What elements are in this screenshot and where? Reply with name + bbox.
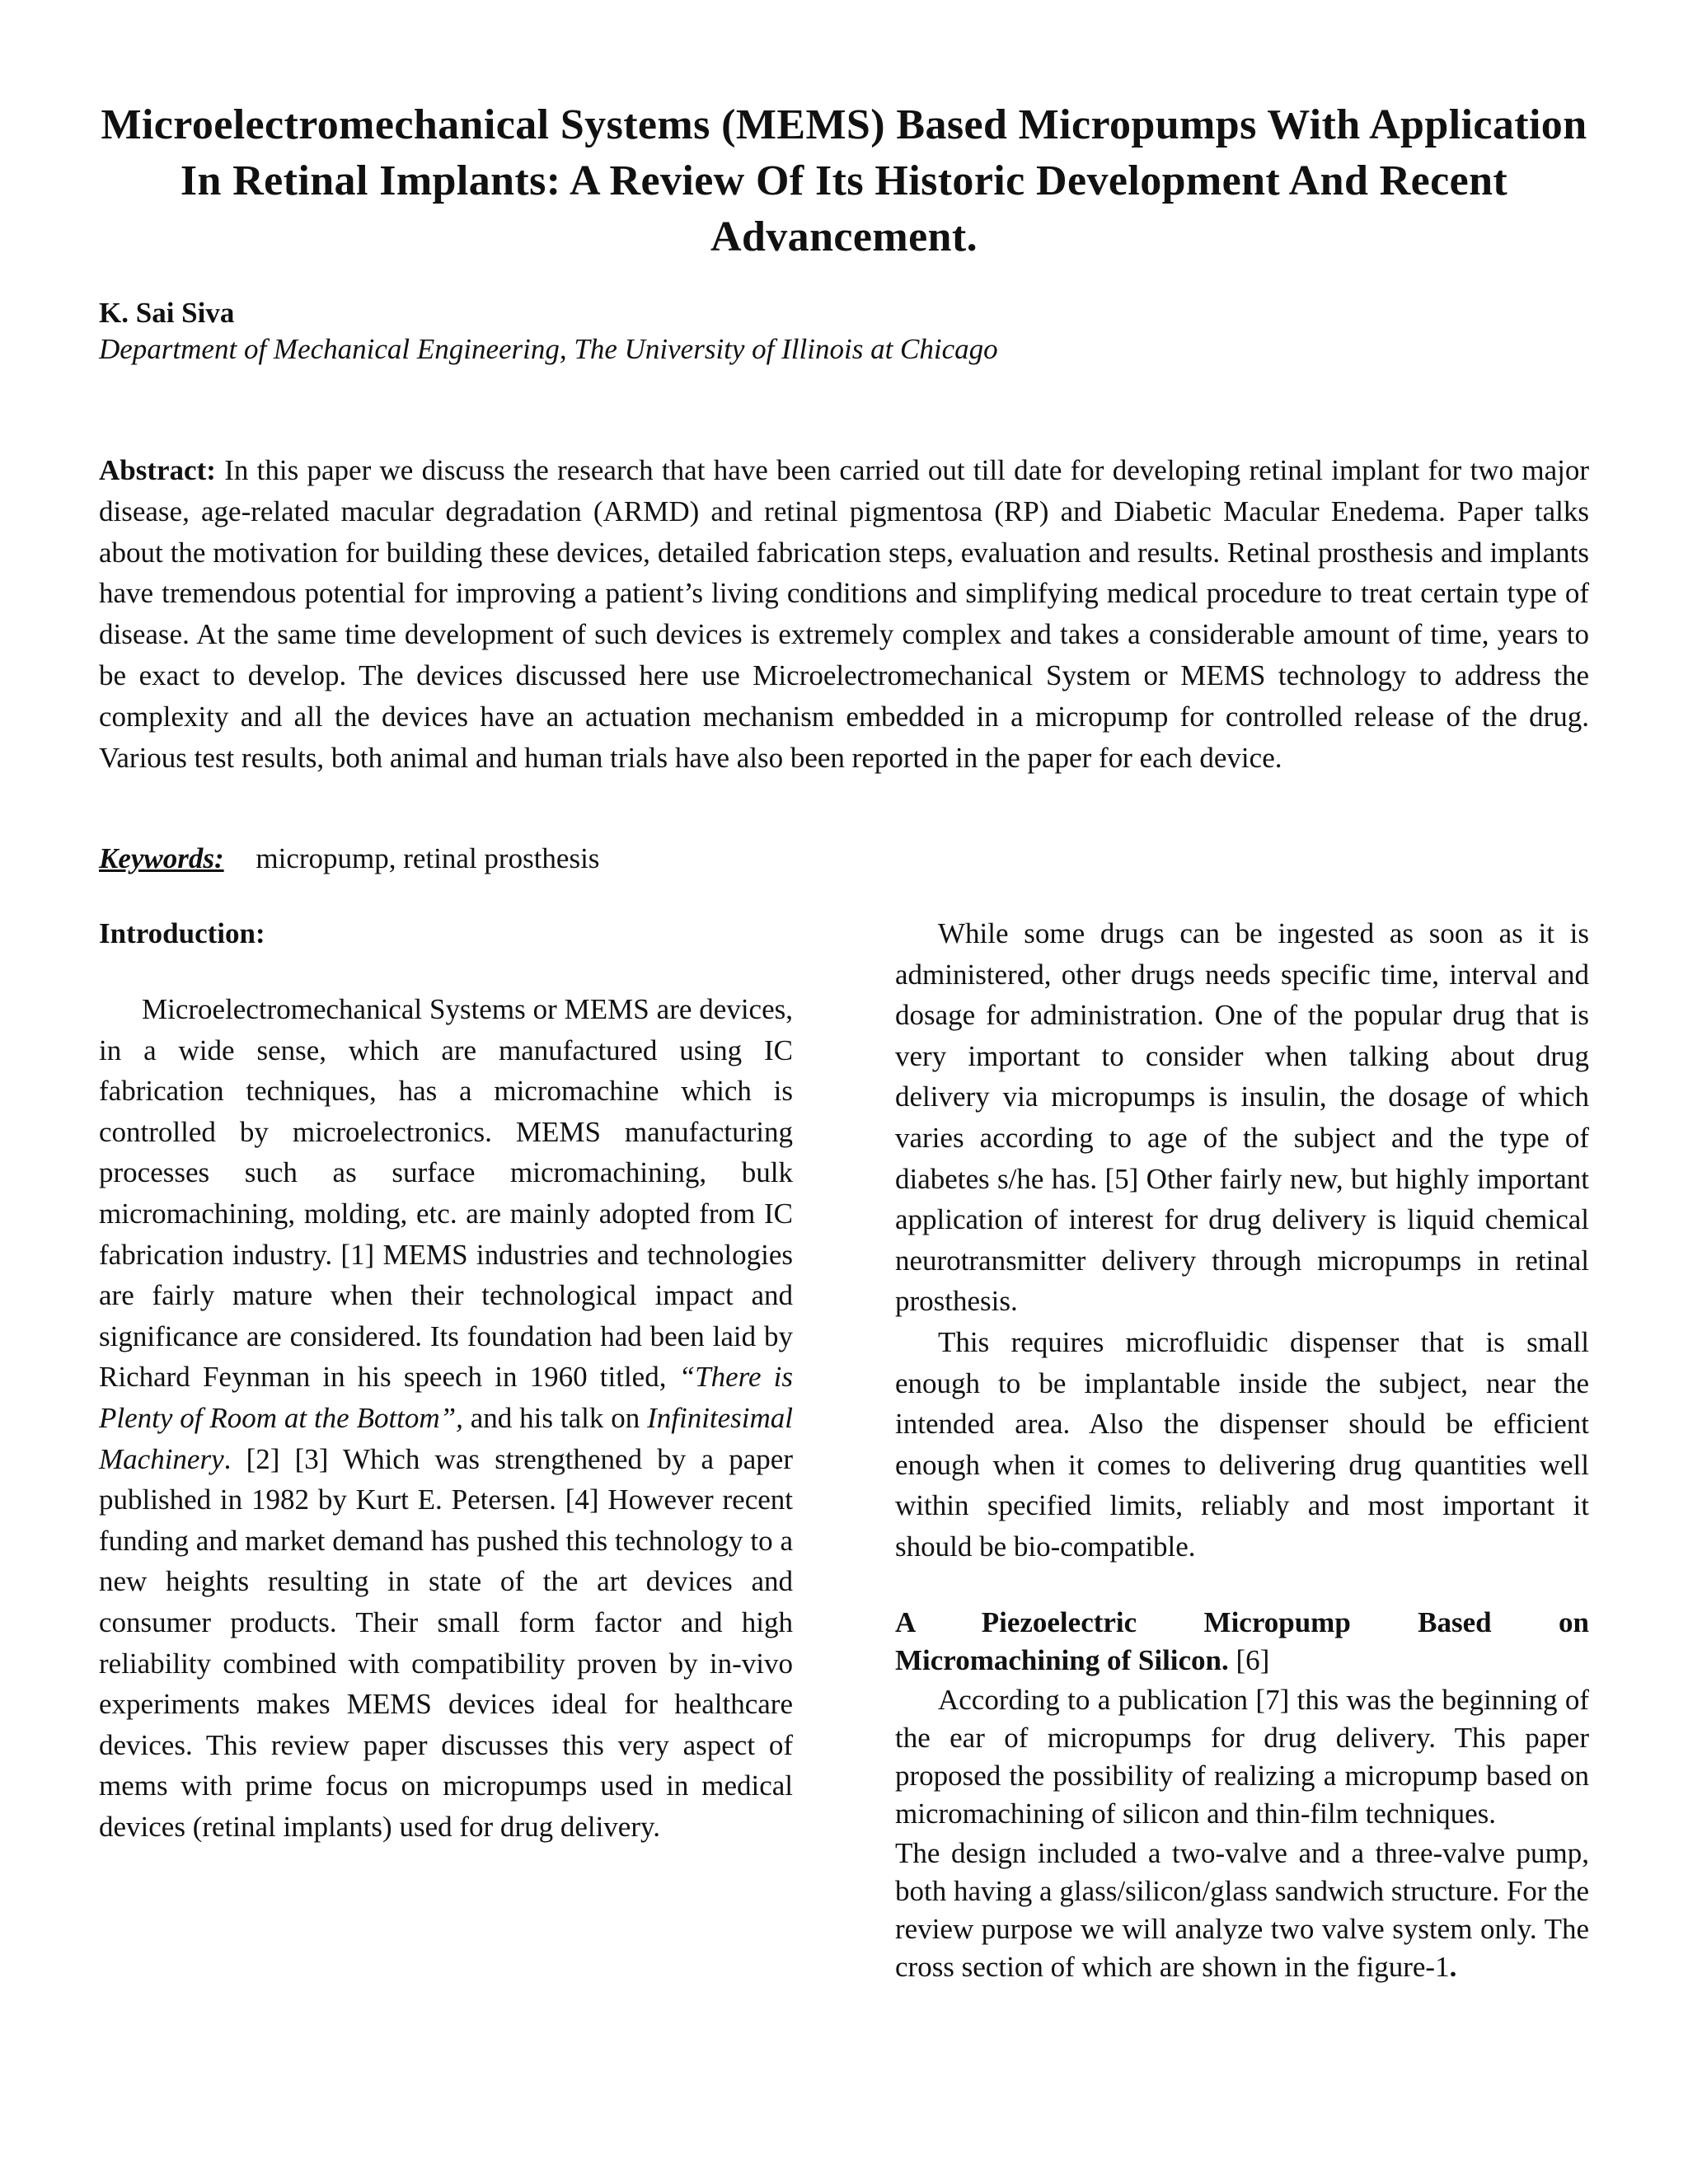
- author-name: K. Sai Siva: [99, 297, 235, 329]
- introduction-heading: Introduction:: [99, 917, 265, 949]
- dispenser-paragraph: This requires microfluidic dispenser that is small enough to be implantable inside the subject, near the intended area. Also the dispenser should be efficient enough when it comes to delivering drug quantities well within specified limits, reliably and most important it should be bio-compatible.: [895, 1325, 1589, 1563]
- section-heading-line1: A Piezoelectric Micropump Based on: [895, 1605, 1589, 1638]
- intro-text-2: and his talk on: [470, 1401, 640, 1434]
- design-paragraph: [895, 1835, 1589, 1986]
- feynman-speech-title: “There is Plenty of Room at the Bottom”,: [99, 1361, 793, 1434]
- micropump-paragraph: According to a publication [7] this was the beginning of the ear of micropumps for drug delivery. This paper proposed the possibility of realizing a micropump based on micromachining of silicon and thin-film techniques.: [895, 1683, 1589, 1830]
- design-text: The design included a two-valve and a three-valve pump, both having a glass/silicon/glass sandwich structure. For the review purpose we will analyze two valve system only. The cross section of which are shown in the figure-1: [895, 1836, 1589, 1983]
- keywords-text: micropump, retinal prosthesis: [256, 842, 600, 874]
- drug-delivery-paragraph: While some drugs can be ingested as soon as it is administered, other drugs needs specific time, interval and dosage for administration. One of the popular drug that is very important to consider when talking about drug delivery via micropumps is insulin, the dosage of which varies according to age of the subject and the type of diabetes s/he has. [5] Other fairly new, but highly important application of interest for drug delivery is liquid chemical neurotransmitter delivery through micropumps in retinal prosthesis.: [895, 917, 1589, 1318]
- intro-text-1: Microelectromechanical Systems or MEMS are devices, in a wide sense, which are manufactured using IC fabrication techniques, has a micromachine which is controlled by microelectronics. MEMS manufacturing processes such as surface micromachining, bulk micromachining, molding, etc. are mainly adopted from IC fabrication industry. [1] MEMS industries and technologies are fairly mature when their technological impact and significance are considered. Its foundation had been laid by Richard Feynman in his speech in 1960 titled,: [99, 993, 793, 1394]
- keywords: [99, 839, 599, 879]
- left-column: [99, 913, 793, 1847]
- design-period: .: [1449, 1950, 1457, 1983]
- section-heading-line2: [895, 1642, 1589, 1680]
- abstract-text: In this paper we discuss the research that have been carried out till date for developing retinal implant for two major disease, age-related macular degradation (ARMD) and retinal pigmentosa (RP) and Diabetic Macular Enedema. Paper talks about the motivation for building these devices, detailed fabrication steps, evaluation and results. Retinal prosthesis and implants have tremendous potential for improving a patient’s living conditions and simplifying medical procedure to treat certain type of disease. At the same time development of such devices is extremely complex and takes a considerable amount of time, years to be exact to develop. The devices discussed here use Microelectromechanical System or MEMS technology to address the complexity and all the devices have an actuation mechanism embedded in a micropump for controlled release of the drug. Various test results, both animal and human trials have also been reported in the paper for each device.: [99, 454, 1589, 774]
- abstract: [99, 450, 1589, 778]
- section-heading-text: Micromachining of Silicon.: [895, 1643, 1229, 1676]
- intro-text-3: . [2] [3] Which was strengthened by a paper published in 1982 by Kurt E. Petersen. [4] However recent funding and market demand has pushed this technology to a new heights resulting in state of the art devices and consumer products. Their small form factor and high reliability combined with compatibility proven by in-vivo experiments makes MEMS devices ideal for healthcare devices. This review paper discusses this very aspect of mems with prime focus on micropumps used in medical devices (retinal implants) used for drug delivery.: [99, 1442, 793, 1843]
- section-reference: [6]: [1236, 1643, 1270, 1676]
- right-column: [895, 913, 1589, 1986]
- paper-title: Microelectromechanical Systems (MEMS) Based Micropumps With Application In Retinal Implants: A Review Of Its Historic Development And Recent Advancement.: [101, 101, 1587, 260]
- introduction-paragraph: [99, 989, 793, 1847]
- feynman-talk-title: Infinitesimal Machinery: [99, 1401, 794, 1475]
- author-affiliation: Department of Mechanical Engineering, The University of Illinois at Chicago: [99, 333, 998, 365]
- abstract-label: Abstract:: [99, 454, 216, 486]
- keywords-label: Keywords:: [99, 842, 224, 874]
